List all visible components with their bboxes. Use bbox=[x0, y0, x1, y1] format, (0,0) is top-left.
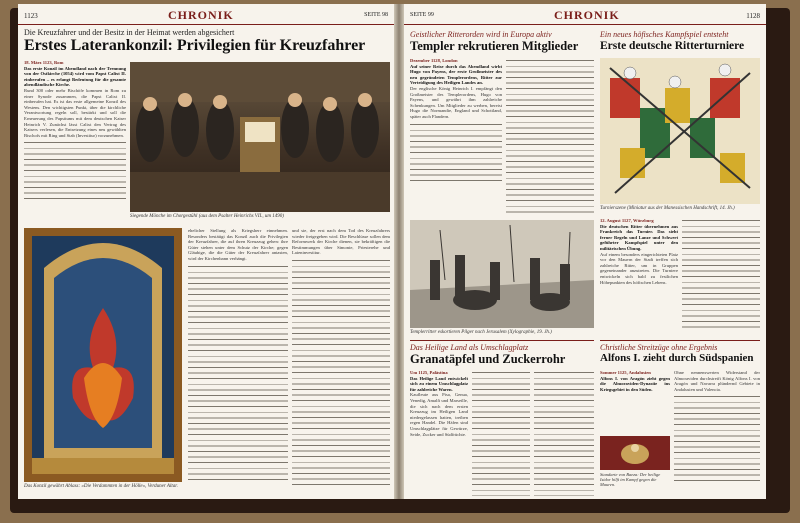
right-page bbox=[404, 4, 766, 499]
right-section-label: SEITE 99 bbox=[410, 12, 434, 18]
left-text-lines bbox=[24, 140, 126, 200]
left-page-header bbox=[18, 10, 394, 25]
granat-kicker: Das Heilige Land als Umschlagplatz bbox=[410, 343, 529, 352]
monks-choir-image bbox=[130, 62, 390, 212]
left-section-label: SEITE 98 bbox=[364, 12, 388, 18]
left-article-body: Rund 300 oder mehr Bischöfe kommen in Rom zu einer Synode zusammen, die Papst Calixt II. einberufen hat. Es ist das erste allgemeine Konzil des Westens. Den wichtigsten Punkt, über die kirchliche Verantwortung regeln soll, bestärkt und soll die Erneuerung des Papsttums mit dem deutschen Kaiser Heinrich V. Zunächst lässt Calixt den Vertrag des Kaisers verlesen, die Entsetzung eines neu gewählten Bischofs mit Ring und Stab (Investitur) vorzunehmen. bbox=[24, 87, 126, 138]
tournament-miniature-image bbox=[600, 58, 760, 204]
granat-column-2 bbox=[472, 370, 530, 496]
templer-pilgrims-image bbox=[410, 220, 594, 328]
templer-caption: Templerritter eskortieren Pilger nach Jerusalem (Xylographie, 19. Jh.) bbox=[410, 330, 552, 335]
book-gutter bbox=[394, 4, 404, 499]
templer-date: Dezember 1128, London bbox=[410, 58, 458, 63]
tournament-column-1 bbox=[600, 218, 678, 330]
left-right-text-lines bbox=[292, 258, 390, 488]
left-article-column-1 bbox=[24, 60, 126, 220]
tournament-kicker: Ein neues höfisches Kampfspiel entsteht bbox=[600, 30, 729, 39]
granat-column-1 bbox=[410, 370, 468, 496]
left-article-date: 18. März 1123, Rom bbox=[24, 60, 64, 65]
templer-column-2 bbox=[506, 58, 594, 216]
alfons-top-rule bbox=[600, 340, 760, 341]
tournament-miniature bbox=[600, 58, 760, 204]
tournament-headline: Erste deutsche Ritterturniere bbox=[600, 40, 745, 52]
tournament-body: Auf einem besonders eingerichteten Platz vor den Mauern der Stadt treffen sich zahlreiche Ritter, um in Gruppen gegeneinander anzutreten. Die Turniere entwickeln sich bald zu festlichen Höhepunkten des höfischen Lebens. bbox=[600, 251, 678, 285]
baeza-standard-image bbox=[600, 436, 670, 470]
alfons-date: Sommer 1125, Andalusien bbox=[600, 370, 651, 375]
left-header-title: CHRONIK bbox=[168, 8, 234, 22]
alfons-kicker: Christliche Streitzüge ohne Ergebnis bbox=[600, 343, 718, 352]
granat-body: Kaufleute aus Pisa, Genua, Venedig, Amalfi und Marseille, die sich nach dem ersten Kreuzzug im Heiligen Land niedergelassen hatten, treiben regen Handel. Die Häfen sind Umschlagplätze für Gewürze, Seide, Zucker und Südfrüchte. bbox=[410, 392, 468, 437]
altar-caption: Das Konzil gewährt Ablass: »Die Verdammten in der Hölle«, Verduner Altar. bbox=[24, 484, 178, 489]
left-page-number: 1123 bbox=[24, 12, 38, 20]
tournament-column-2 bbox=[682, 218, 760, 330]
alfons-text-lines bbox=[674, 394, 760, 484]
granat-top-rule bbox=[410, 340, 594, 341]
left-right-body: und sie, der erst nach dem Tod des Kreuzfahrers wieder freigegeben wird. Die Beschlüsse sollen dem Reformwerk der Kirche dienen, sie bekräftigen die Bestimmungen über Simonie, Priesterehe und Laieninvestitur. bbox=[292, 228, 390, 256]
tournament-lead: Die deutschen Ritter übernehmen aus Frankreich das Turnier. Das sieht ferner Regeln und Lanze und Schwert geführter Kampfspiel unter den militärischen Übung. bbox=[600, 223, 678, 251]
left-page bbox=[18, 4, 394, 499]
left-headline: Erstes Laterankonzil: Privilegien für Kreuzfahrer bbox=[24, 37, 366, 54]
alfons-column-2 bbox=[674, 370, 760, 496]
right-page-header bbox=[404, 10, 766, 25]
pilgrims-engraving bbox=[410, 220, 594, 328]
tournament-caption: Turnierszene (Miniatur aus der Manessischen Handschrift, 14. Jh.) bbox=[600, 206, 735, 211]
alfons-lead: Alfons I. von Aragón zieht gegen die Almoraviden-Dynastie ins Kriegsgebiet in den Süden. bbox=[600, 375, 670, 392]
alfons-headline: Alfons I. zieht durch Südspanien bbox=[600, 352, 754, 364]
left-article-lead: Das erste Konzil im Abendland nach der Trennung von der Ostkirche (1054) wird vom Papst Calixt II. einberufen – es erlangt Bedeutung für die gesamte abendländische Kirche. bbox=[24, 65, 126, 88]
granat-lead: Das Heilige Land entwickelt sich zu einem Umschlagplatz für zahlreiche Waren. bbox=[410, 375, 468, 392]
templer-body: Der englische König Heinrich I. empfängt den Großmeister des Templerordens, Hugo von Payens, und gewährt ihm zahlreiche Schenkungen. Um Mitglieder zu werben, bereist Hugo die Normandie, England und Schottland, später auch Flandern. bbox=[410, 85, 502, 119]
templer-column-1 bbox=[410, 58, 502, 216]
monks-caption: Siegende Mönche im Chorgestühl (aus dem Psalter Heinrichs VII., um 1490) bbox=[130, 214, 284, 219]
verdun-altar-image bbox=[24, 228, 182, 482]
right-header-title: CHRONIK bbox=[554, 8, 620, 22]
monks-illustration bbox=[130, 62, 390, 212]
left-article-column-2 bbox=[188, 228, 288, 490]
granat-column-3 bbox=[534, 370, 594, 496]
alfons-body: Ohne nennenswerten Widerstand der Almoraviden durchstreift König Alfons I. von Aragón und Navarra plündernd Gebiete in Andalusien und Valencia. bbox=[674, 370, 760, 392]
altar-enamel-illustration bbox=[24, 228, 182, 482]
templer-text-lines bbox=[410, 122, 502, 182]
left-middle-body: ehelicher Stellung als Kriegsherr einnehmen. Besonders bestätigt das Konzil auch die Privilegien der Kreuzfahrer, die auf ihren Kreuzzug gehen: ihre Güter stehen unter dem Schutz der Kirche; gegen Gläubige, die die Güter der Kreuzfahrer antasten, wird der Kirchenbann verhängt. bbox=[188, 228, 288, 261]
alfons-column-1 bbox=[600, 370, 670, 434]
granat-headline: Granatäpfel und Zuckerrohr bbox=[410, 352, 566, 366]
templer-kicker: Geistlicher Ritterorden wird in Europa aktiv bbox=[410, 30, 552, 39]
tournament-date: 12. August 1127, Würzburg bbox=[600, 218, 654, 223]
templer-headline: Templer rekrutieren Mitglieder bbox=[410, 39, 579, 53]
templer-lead: Auf seiner Reise durch das Abendland wirbt Hugo von Payens, der erste Großmeister des neu gegründeten Templerordens, Ritter zur Verteidigung des Heiligen Landes an. bbox=[410, 63, 502, 86]
left-kicker: Die Kreuzfahrer und der Besitz in der Heimat werden abgesichert bbox=[24, 28, 235, 37]
right-page-number: 1128 bbox=[746, 12, 760, 20]
granat-date: Um 1125, Palästina bbox=[410, 370, 448, 375]
left-middle-text-lines bbox=[188, 264, 288, 484]
left-article-column-3 bbox=[292, 228, 390, 490]
baeza-caption: Standarte von Baeza: Der heilige Isidor hilft im Kampf gegen die Mauren. bbox=[600, 472, 661, 488]
baeza-standard-illustration bbox=[600, 436, 670, 470]
